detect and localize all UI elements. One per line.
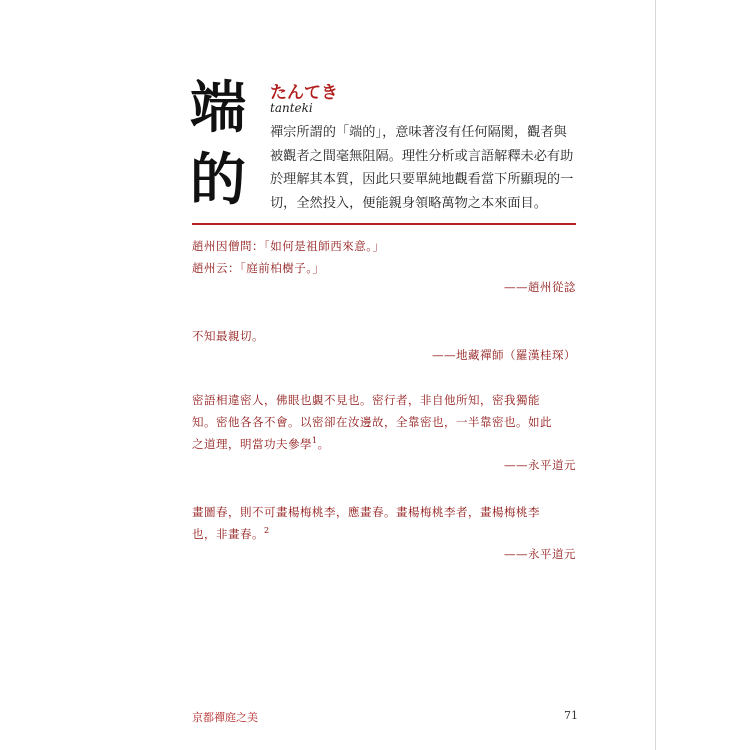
- heading-kanji-1: 端: [190, 75, 246, 141]
- page-edge: [655, 0, 656, 750]
- footer-book-title: 京都禪庭之美: [192, 711, 258, 724]
- quote-attribution: ——永平道元: [504, 547, 576, 561]
- quote-line: 畫圖春，則不可畫楊梅桃李，應畫春。畫楊梅桃李者，畫楊梅桃李: [192, 505, 540, 519]
- quote-attribution: ——趙州從諗: [504, 280, 576, 294]
- quote-line: 密語相違密人，佛眼也覷不見也。密行者，非自他所知，密我獨能: [192, 393, 540, 407]
- quote-line-tail: 。: [317, 437, 330, 451]
- quote-1: [192, 235, 576, 279]
- reading-romaji: tanteki: [270, 101, 313, 115]
- quote-line-text: 之道理，明當功夫參學: [192, 437, 312, 451]
- definition-paragraph: 禪宗所謂的「端的」，意味著沒有任何隔閡，觀者與被觀者之間毫無阻隔。理性分析或言語解釋未必有助於理解其本質，因此只要單純地觀看當下所顯現的一切，全然投入，便能親身領略萬物之本來面目。: [270, 125, 574, 211]
- quote-line: 趙州因僧問：「如何是祖師西來意。」: [192, 239, 385, 253]
- quote-line-text: 也，非畫春。: [192, 527, 264, 541]
- quote-3: [192, 389, 576, 455]
- quote-line: 趙州云：「庭前柏樹子。」: [192, 261, 325, 275]
- footnote-marker[interactable]: 2: [264, 526, 270, 536]
- footer-page-number: 71: [564, 709, 578, 722]
- section-divider: [192, 223, 576, 225]
- quote-line: 不知最親切。: [192, 329, 264, 343]
- reading-kana: たんてき: [270, 83, 338, 103]
- quote-line-last: [192, 433, 576, 455]
- quote-line: 知。密他各各不會。以密卻在汝邊故，全靠密也，一半靠密也。如此: [192, 415, 552, 429]
- heading-kanji-2: 的: [190, 147, 246, 213]
- quote-attribution: ——永平道元: [504, 458, 576, 472]
- quote-attribution: ——地藏禪師（羅漢桂琛）: [432, 348, 576, 362]
- footnote-marker[interactable]: 1: [312, 436, 318, 446]
- quote-2: [192, 325, 576, 347]
- quote-4: [192, 501, 576, 545]
- quote-line-last: [192, 523, 576, 545]
